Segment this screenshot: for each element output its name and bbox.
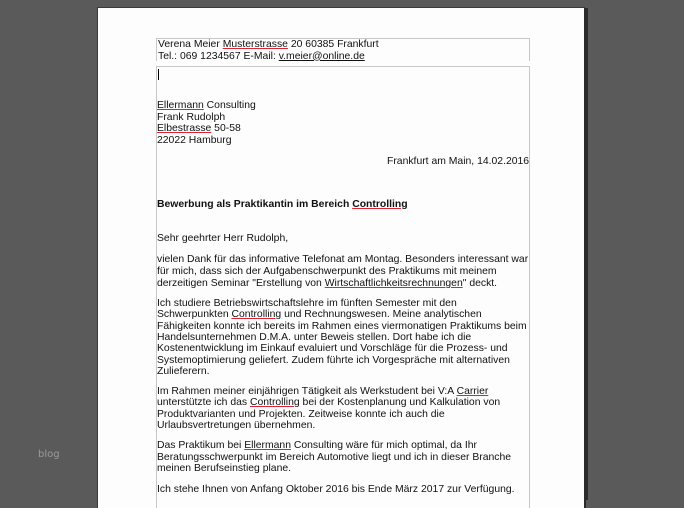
sender-street: Musterstrasse (222, 39, 288, 50)
para3-line2-prefix: unterstützte ich das (157, 397, 250, 408)
para1-line1: vielen Dank für das informative Telefonat am Montag. Besonders interessant war (157, 254, 529, 265)
para4-prefix: Das Praktikum bei (157, 440, 245, 451)
sender-name: Verena Meier (158, 39, 220, 50)
para3-keyword: Controlling (250, 397, 300, 408)
para2-line7: Zulieferern. (157, 366, 210, 377)
para2-line6: Systemoptimierung geliefert. Zudem führte ich Vorgespräche mit alternativen (157, 355, 510, 366)
recipient-street-name: Elbestrasse (157, 123, 212, 134)
para2-suffix: und Rechnungswesen. Meine analytischen (281, 309, 482, 320)
para5-line1: Ich stehe Ihnen von Anfang Oktober 2016 bis Ende März 2017 zur Verfügung. (157, 484, 515, 495)
para2-line5: Kostenentwicklung im Einkauf evaluiert und Vorschläge für die Prozess- und (157, 343, 508, 354)
recipient-company-suffix: Consulting (203, 100, 256, 111)
para2-line2 (157, 309, 482, 321)
para3-line4: Urlaubsvertretungen übernehmen. (157, 420, 316, 431)
sender-address-rest: 20 60385 Frankfurt (287, 39, 379, 50)
para1-line3 (157, 278, 497, 290)
para1-end: " deckt. (462, 278, 498, 289)
para4-line1 (157, 440, 477, 452)
para4-suffix: Consulting wäre für mich optimal, da Ihr (290, 440, 477, 451)
recipient-city: 22022 Hamburg (157, 135, 232, 146)
header-line-1 (157, 39, 529, 51)
recipient-company-name: Ellermann (157, 100, 204, 111)
date-line: Frankfurt am Main, 14.02.2016 (387, 156, 530, 167)
para3-line3: Produktvarianten und Projekten. Zeitweise konnte ich auch die (157, 409, 445, 420)
recipient-person: Frank Rudolph (157, 112, 226, 123)
para1-seminar-intro: derzeitigen Seminar "Erstellung von (157, 278, 325, 289)
subject-text: Bewerbung als Praktikantin im Bereich (157, 199, 353, 210)
text-cursor (158, 69, 159, 80)
para2-line4: Handelsunternehmen D.M.A. unter Beweis stellen. Dort habe ich die (157, 332, 472, 343)
salutation: Sehr geehrter Herr Rudolph, (157, 233, 289, 244)
header-line-2 (157, 51, 529, 63)
subject-line (157, 199, 408, 211)
para4-company: Ellermann (244, 440, 291, 451)
para4-line2: Beratungsschwerpunkt im Bereich Automotive liegt und ich in dieser Branche (157, 452, 512, 463)
para3-company: Carrier (456, 386, 489, 397)
para4-line3: meinen Berufseinstieg plane. (157, 463, 292, 474)
recipient-street (157, 123, 241, 135)
para2-line3: Fähigkeiten konnte ich bereits im Rahmen eines viermonatigen Praktikums beim (157, 321, 527, 332)
page-edge-shadow (584, 8, 588, 500)
para3-line2 (157, 397, 500, 409)
document-page (98, 8, 584, 508)
para1-seminar-title: Wirtschaftlichkeitsrechnungen (324, 278, 463, 289)
para2-line1: Ich studiere Betriebswirtschaftslehre im fünften Semester mit den (157, 298, 457, 309)
sender-email-link[interactable]: v.meier@online.de (278, 50, 365, 62)
letter-header (156, 38, 530, 61)
sender-contact: Tel.: 069 1234567 E-Mail: (158, 50, 279, 62)
para3-line1 (157, 386, 488, 398)
para2-keyword: Controlling (231, 309, 282, 320)
para1-line2: für mich, dass sich der Aufgabenschwerpunkt des Praktikums mit meinem (157, 266, 497, 277)
watermark: blog (38, 449, 60, 460)
recipient-street-number: 50-58 (211, 123, 241, 134)
recipient-company (157, 100, 256, 112)
subject-keyword: Controlling (352, 199, 408, 210)
para3-line2-suffix: bei der Kostenplanung und Kalkulation von (299, 397, 501, 408)
para3-prefix: Im Rahmen meiner einjährigen Tätigkeit als Werkstudent bei V:A (157, 386, 457, 397)
para2-prefix: Schwerpunkten (157, 309, 232, 320)
